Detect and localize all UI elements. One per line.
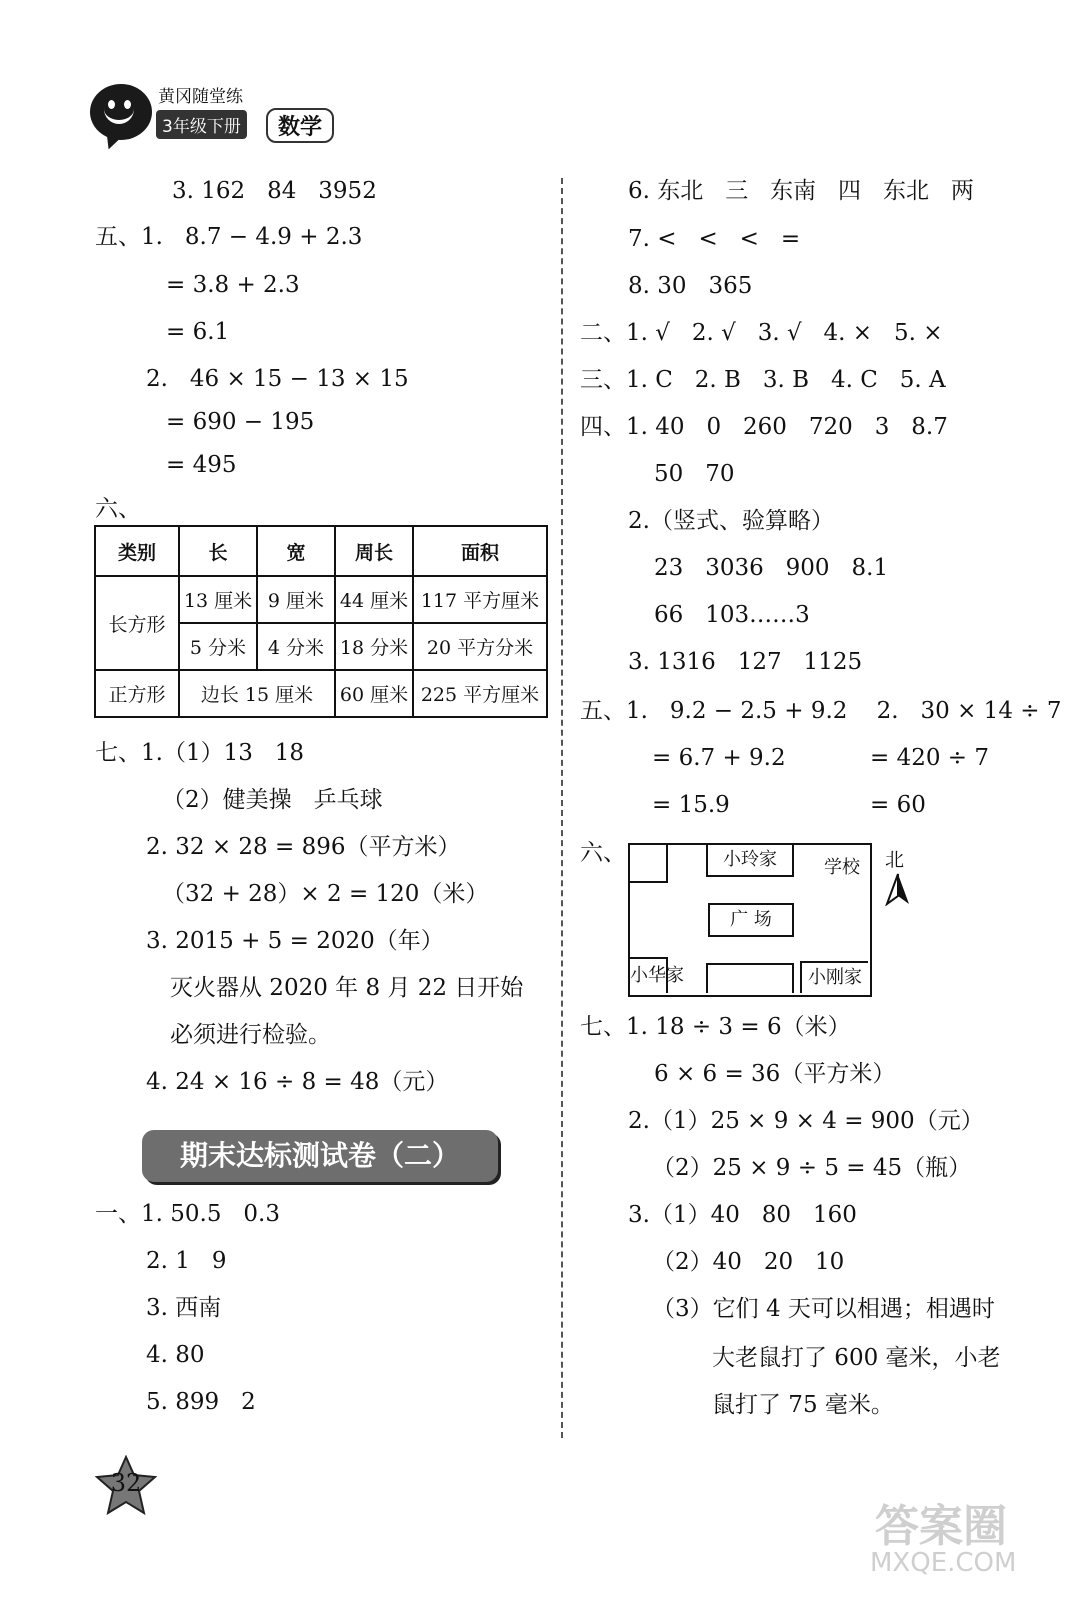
map-plaza: 广 场 — [708, 903, 794, 937]
map-house-xiaogang: 小刚家 — [800, 961, 868, 993]
answer-line: = 420 ÷ 7 — [870, 745, 990, 771]
map-house-xiaoling: 小玲家 — [706, 845, 794, 877]
watermark-url: MXQE.COM — [870, 1548, 1017, 1578]
map-label-school: 学校 — [824, 857, 860, 878]
brand-title: 黄冈随堂练 — [158, 87, 243, 107]
answer-line: = 3.8 + 2.3 — [166, 272, 300, 298]
answer-line: 4. 24 × 16 ÷ 8 = 48（元） — [146, 1069, 449, 1095]
answer-line: 23 3036 900 8.1 — [654, 555, 889, 581]
answer-line: 2.（竖式、验算略） — [628, 508, 834, 534]
answer-line: 灭火器从 2020 年 8 月 22 日开始 — [170, 975, 524, 1001]
answer-line: （32 + 28）× 2 = 120（米） — [162, 881, 489, 907]
map-empty-lot — [706, 963, 794, 993]
grade-label: 3年级下册 — [156, 110, 247, 139]
north-label: 北 — [885, 849, 905, 871]
answer-line: （3）它们 4 天可以相遇；相遇时 — [652, 1296, 995, 1322]
answer-line: 3. 162 84 3952 — [172, 178, 377, 204]
table-cell: 5 分米 — [179, 623, 257, 670]
answer-line: 5. 899 2 — [146, 1389, 256, 1415]
north-indicator — [885, 845, 911, 911]
subject-label: 数学 — [266, 108, 334, 143]
table-cell: 边长 15 厘米 — [179, 670, 335, 717]
answer-line: 五、1. 8.7 − 4.9 + 2.3 — [95, 224, 363, 250]
map-label-xiaohua: 小华家 — [630, 965, 684, 986]
table-header: 周长 — [335, 526, 413, 576]
answer-line: 五、1. 9.2 − 2.5 + 9.2 2. 30 × 14 ÷ 7 — [580, 698, 1062, 724]
answer-line: 一、1. 50.5 0.3 — [95, 1201, 280, 1227]
table-cell: 60 厘米 — [335, 670, 413, 717]
table-header: 长 — [179, 526, 257, 576]
table-cell: 225 平方厘米 — [413, 670, 547, 717]
watermark-title: 答案圈 — [875, 1501, 1007, 1552]
answer-line: = 495 — [166, 452, 237, 478]
answer-line: = 6.7 + 9.2 — [652, 745, 786, 771]
table-cell: 117 平方厘米 — [413, 576, 547, 623]
table-header: 类别 — [95, 526, 179, 576]
table-header: 面积 — [413, 526, 547, 576]
answer-line: 3. 西南 — [146, 1295, 222, 1321]
page-number-badge — [93, 1455, 159, 1517]
map-corner-box — [630, 845, 668, 883]
answer-line: 2. 46 × 15 − 13 × 15 — [146, 366, 409, 392]
answer-line: 2. 1 9 — [146, 1248, 227, 1274]
answer-line: 6 × 6 = 36（平方米） — [654, 1061, 896, 1087]
answer-line: （2）25 × 9 ÷ 5 = 45（瓶） — [652, 1155, 972, 1181]
section-banner: 期末达标测试卷（二） — [142, 1130, 498, 1182]
answer-line: = 6.1 — [166, 319, 230, 345]
answer-line: 大老鼠打了 600 毫米，小老 — [712, 1345, 1001, 1371]
table-cell: 9 厘米 — [257, 576, 335, 623]
answer-line: = 15.9 — [652, 792, 730, 818]
answer-line: 三、1. C 2. B 3. B 4. C 5. A — [580, 367, 946, 393]
table-cell: 44 厘米 — [335, 576, 413, 623]
answer-line: 四、1. 40 0 260 720 3 8.7 — [580, 414, 948, 440]
table-cell: 20 平方分米 — [413, 623, 547, 670]
table-header: 宽 — [257, 526, 335, 576]
answer-line: 3.（1）40 80 160 — [628, 1202, 857, 1228]
section-label: 六、 — [95, 496, 141, 522]
answer-line: 7. < < < = — [628, 226, 801, 252]
table-cell: 4 分米 — [257, 623, 335, 670]
answer-line: （2）健美操 乒乓球 — [162, 787, 383, 813]
answer-line: 4. 80 — [146, 1342, 205, 1368]
answer-line: = 60 — [870, 792, 926, 818]
column-divider — [561, 178, 563, 1438]
table-row — [95, 576, 547, 623]
location-map — [628, 843, 872, 997]
table-cell: 长方形 — [95, 576, 179, 670]
book-header — [88, 82, 348, 162]
answer-line: 鼠打了 75 毫米。 — [712, 1392, 894, 1418]
north-arrow-icon — [885, 872, 911, 906]
table-cell: 18 分米 — [335, 623, 413, 670]
table-cell: 正方形 — [95, 670, 179, 717]
rectangle-table — [94, 525, 548, 718]
section-label: 六、 — [580, 840, 626, 866]
table-cell: 13 厘米 — [179, 576, 257, 623]
answer-line: 3. 1316 127 1125 — [628, 649, 863, 675]
page-number: 32 — [110, 1469, 142, 1497]
answer-line: 6. 东北 三 东南 四 东北 两 — [628, 178, 974, 204]
answer-line: 66 103……3 — [654, 602, 810, 628]
answer-line: 必须进行检验。 — [170, 1022, 331, 1048]
answer-line: 七、1.（1）13 18 — [95, 740, 305, 766]
table-row — [95, 670, 547, 717]
answer-line: = 690 − 195 — [166, 409, 315, 435]
answer-line: 8. 30 365 — [628, 273, 753, 299]
answer-line: 2. 32 × 28 = 896（平方米） — [146, 834, 461, 860]
answer-line: 3. 2015 + 5 = 2020（年） — [146, 928, 444, 954]
answer-line: （2）40 20 10 — [652, 1249, 845, 1275]
answer-line: 七、1. 18 ÷ 3 = 6（米） — [580, 1014, 851, 1040]
answer-line: 50 70 — [654, 461, 735, 487]
answer-line: 二、1. √ 2. √ 3. √ 4. × 5. × — [580, 320, 943, 346]
watermark — [870, 1490, 1060, 1590]
answer-line: 2.（1）25 × 9 × 4 = 900（元） — [628, 1108, 984, 1134]
